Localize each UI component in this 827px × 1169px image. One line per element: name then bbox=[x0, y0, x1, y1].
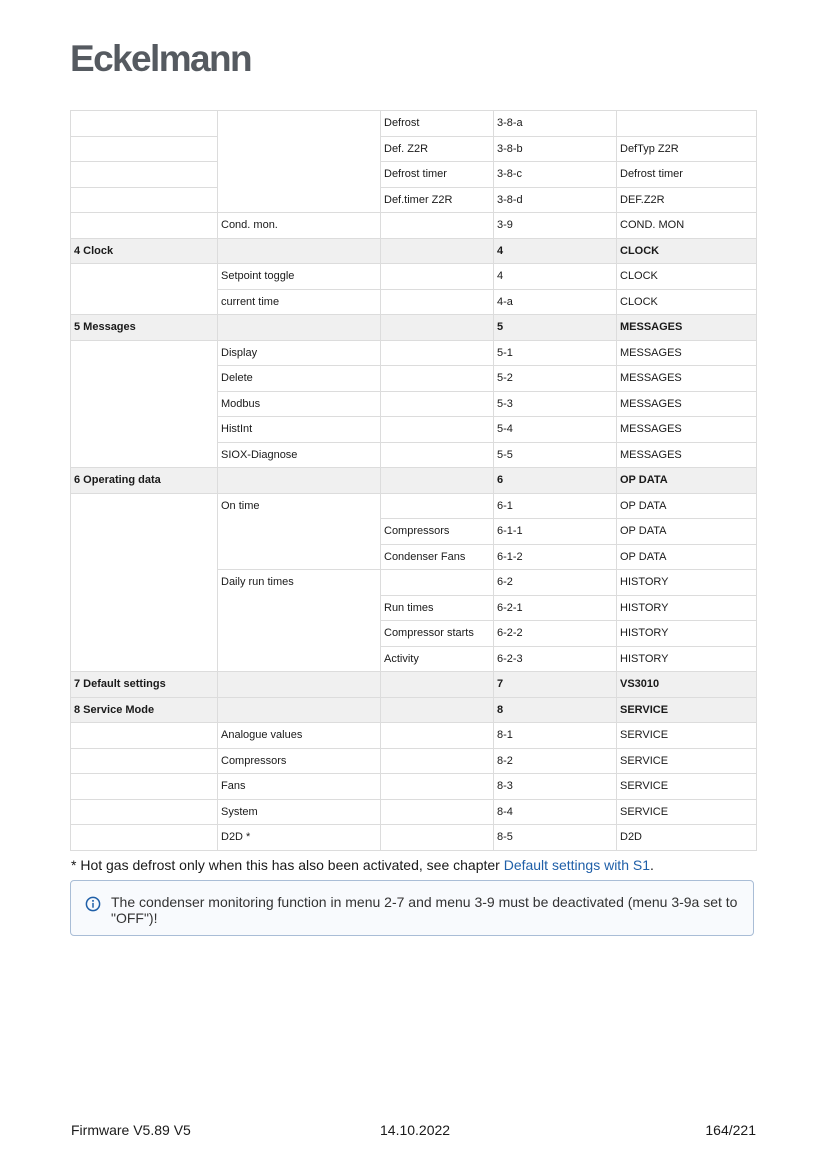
table-cell: 3-9 bbox=[494, 213, 617, 239]
table-cell: 3-8-d bbox=[494, 187, 617, 213]
table-cell bbox=[381, 723, 494, 749]
table-cell: 8-3 bbox=[494, 774, 617, 800]
table-cell: 6-2-3 bbox=[494, 646, 617, 672]
table-cell bbox=[381, 774, 494, 800]
table-cell: MESSAGES bbox=[617, 340, 757, 366]
footnote-end: . bbox=[650, 857, 654, 873]
table-row bbox=[71, 213, 757, 239]
table-cell: HISTORY bbox=[617, 646, 757, 672]
table-cell: Modbus bbox=[218, 391, 381, 417]
table-cell: 4 bbox=[494, 264, 617, 290]
table-cell bbox=[71, 187, 218, 213]
table-row-main bbox=[71, 238, 757, 264]
table-cell: 6-1 bbox=[494, 493, 617, 519]
eckelmann-logo: Eckelmann bbox=[70, 38, 251, 79]
table-cell: Compressors bbox=[218, 748, 381, 774]
table-cell: Defrost timer bbox=[617, 162, 757, 188]
table-cell: MESSAGES bbox=[617, 442, 757, 468]
table-cell: CLOCK bbox=[617, 289, 757, 315]
table-cell: 4 Clock bbox=[71, 238, 218, 264]
table-cell: 6-2-2 bbox=[494, 621, 617, 647]
table-cell: MESSAGES bbox=[617, 417, 757, 443]
table-cell bbox=[71, 340, 218, 468]
table-row bbox=[71, 825, 757, 851]
table-cell: System bbox=[218, 799, 381, 825]
table-cell bbox=[381, 238, 494, 264]
table-cell: 8-2 bbox=[494, 748, 617, 774]
table-cell bbox=[218, 697, 381, 723]
table-cell bbox=[71, 136, 218, 162]
table-cell: Condenser Fans bbox=[381, 544, 494, 570]
table-cell bbox=[381, 468, 494, 494]
table-cell: D2D bbox=[617, 825, 757, 851]
table-cell: Def.timer Z2R bbox=[381, 187, 494, 213]
table-cell bbox=[71, 264, 218, 315]
table-cell bbox=[381, 289, 494, 315]
table-cell: 6-1-1 bbox=[494, 519, 617, 545]
table-cell bbox=[381, 748, 494, 774]
table-cell: Cond. mon. bbox=[218, 213, 381, 239]
info-note-text: The condenser monitoring function in menu 2-7 and menu 3-9 must be deactivated (menu 3-9a set to "OFF")! bbox=[111, 894, 738, 926]
table-row bbox=[71, 493, 757, 519]
table-cell: CLOCK bbox=[617, 264, 757, 290]
table-cell: 3-8-a bbox=[494, 111, 617, 137]
table-cell: Analogue values bbox=[218, 723, 381, 749]
table-cell bbox=[71, 213, 218, 239]
info-icon bbox=[85, 896, 101, 912]
table-cell: 6 bbox=[494, 468, 617, 494]
table-row bbox=[71, 774, 757, 800]
table-cell: CLOCK bbox=[617, 238, 757, 264]
table-cell: OP DATA bbox=[617, 468, 757, 494]
table-cell bbox=[381, 493, 494, 519]
footnote-text: * Hot gas defrost only when this has also been activated, see chapter bbox=[71, 857, 504, 873]
table-cell: 5-3 bbox=[494, 391, 617, 417]
table-cell: D2D * bbox=[218, 825, 381, 851]
table-cell bbox=[381, 570, 494, 596]
table-cell: 8-1 bbox=[494, 723, 617, 749]
table-cell: Compressors bbox=[381, 519, 494, 545]
table-row bbox=[71, 340, 757, 366]
table-cell: 3-8-b bbox=[494, 136, 617, 162]
footer-date: 14.10.2022 bbox=[380, 1122, 451, 1138]
table-cell: DefTyp Z2R bbox=[617, 136, 757, 162]
table-cell: 6-2 bbox=[494, 570, 617, 596]
table-cell: HISTORY bbox=[617, 595, 757, 621]
table-cell bbox=[381, 442, 494, 468]
table-cell: Display bbox=[218, 340, 381, 366]
table-cell: MESSAGES bbox=[617, 391, 757, 417]
table-cell: Compressor starts bbox=[381, 621, 494, 647]
table-cell: 6-2-1 bbox=[494, 595, 617, 621]
table-cell bbox=[71, 799, 218, 825]
table-cell bbox=[381, 825, 494, 851]
table-cell: Fans bbox=[218, 774, 381, 800]
table-row bbox=[71, 264, 757, 290]
table-cell: Setpoint toggle bbox=[218, 264, 381, 290]
table-cell: 4-a bbox=[494, 289, 617, 315]
table-cell bbox=[617, 111, 757, 137]
table-cell: SIOX-Diagnose bbox=[218, 442, 381, 468]
table-cell bbox=[71, 774, 218, 800]
table-cell bbox=[218, 468, 381, 494]
table-cell bbox=[218, 238, 381, 264]
table-cell bbox=[71, 825, 218, 851]
info-note bbox=[70, 880, 754, 936]
table-cell bbox=[218, 672, 381, 698]
table-cell bbox=[218, 111, 381, 213]
table-cell bbox=[71, 111, 218, 137]
table-cell: 3-8-c bbox=[494, 162, 617, 188]
table-cell: 5 bbox=[494, 315, 617, 341]
table-cell: 6 Operating data bbox=[71, 468, 218, 494]
footnote bbox=[71, 857, 654, 873]
table-cell bbox=[71, 748, 218, 774]
table-row bbox=[71, 723, 757, 749]
table-cell: 5-4 bbox=[494, 417, 617, 443]
table-cell: Daily run times bbox=[218, 570, 381, 672]
table-row bbox=[71, 187, 757, 213]
table-cell: COND. MON bbox=[617, 213, 757, 239]
table-cell: SERVICE bbox=[617, 697, 757, 723]
default-settings-link[interactable]: Default settings with S1 bbox=[503, 857, 650, 873]
table-row bbox=[71, 136, 757, 162]
table-cell: OP DATA bbox=[617, 544, 757, 570]
table-row-main bbox=[71, 672, 757, 698]
table-cell: On time bbox=[218, 493, 381, 570]
table-cell: 5 Messages bbox=[71, 315, 218, 341]
table-cell: Delete bbox=[218, 366, 381, 392]
table-cell: Activity bbox=[381, 646, 494, 672]
table-cell: 4 bbox=[494, 238, 617, 264]
table-cell: SERVICE bbox=[617, 774, 757, 800]
table-cell: OP DATA bbox=[617, 519, 757, 545]
table-cell: 8 bbox=[494, 697, 617, 723]
table-cell: 7 Default settings bbox=[71, 672, 218, 698]
table-cell: HISTORY bbox=[617, 621, 757, 647]
table-cell: Defrost timer bbox=[381, 162, 494, 188]
table-cell bbox=[218, 315, 381, 341]
table-row-main bbox=[71, 697, 757, 723]
table-row bbox=[71, 111, 757, 137]
table-cell bbox=[71, 162, 218, 188]
table-cell: DEF.Z2R bbox=[617, 187, 757, 213]
table-cell bbox=[381, 213, 494, 239]
table-cell: Run times bbox=[381, 595, 494, 621]
table-cell: OP DATA bbox=[617, 493, 757, 519]
table-cell: 5-2 bbox=[494, 366, 617, 392]
table-cell: current time bbox=[218, 289, 381, 315]
table-row bbox=[71, 799, 757, 825]
table-row-main bbox=[71, 468, 757, 494]
table-cell: 8-4 bbox=[494, 799, 617, 825]
footer-firmware: Firmware V5.89 V5 bbox=[71, 1122, 191, 1138]
table-cell bbox=[381, 340, 494, 366]
table-cell bbox=[381, 315, 494, 341]
table-cell bbox=[381, 697, 494, 723]
table-row bbox=[71, 748, 757, 774]
table-cell: 7 bbox=[494, 672, 617, 698]
table-cell: VS3010 bbox=[617, 672, 757, 698]
table-cell: MESSAGES bbox=[617, 315, 757, 341]
table-cell bbox=[381, 391, 494, 417]
table-cell bbox=[71, 723, 218, 749]
table-cell: 5-1 bbox=[494, 340, 617, 366]
table-cell: Defrost bbox=[381, 111, 494, 137]
table-cell: HISTORY bbox=[617, 570, 757, 596]
table-cell: MESSAGES bbox=[617, 366, 757, 392]
table-cell: Def. Z2R bbox=[381, 136, 494, 162]
footer-page-number: 164/221 bbox=[705, 1122, 756, 1138]
table-cell bbox=[381, 799, 494, 825]
table-row-main bbox=[71, 315, 757, 341]
table-cell: SERVICE bbox=[617, 723, 757, 749]
table-cell bbox=[381, 264, 494, 290]
table-cell bbox=[381, 417, 494, 443]
table-cell bbox=[381, 366, 494, 392]
table-cell: 8-5 bbox=[494, 825, 617, 851]
table-cell: 5-5 bbox=[494, 442, 617, 468]
table-cell bbox=[71, 493, 218, 672]
table-cell: 8 Service Mode bbox=[71, 697, 218, 723]
table-cell: HistInt bbox=[218, 417, 381, 443]
table-cell: 6-1-2 bbox=[494, 544, 617, 570]
table-cell bbox=[381, 672, 494, 698]
table-row bbox=[71, 162, 757, 188]
table-cell: SERVICE bbox=[617, 748, 757, 774]
table-cell: SERVICE bbox=[617, 799, 757, 825]
menu-table bbox=[70, 110, 757, 851]
